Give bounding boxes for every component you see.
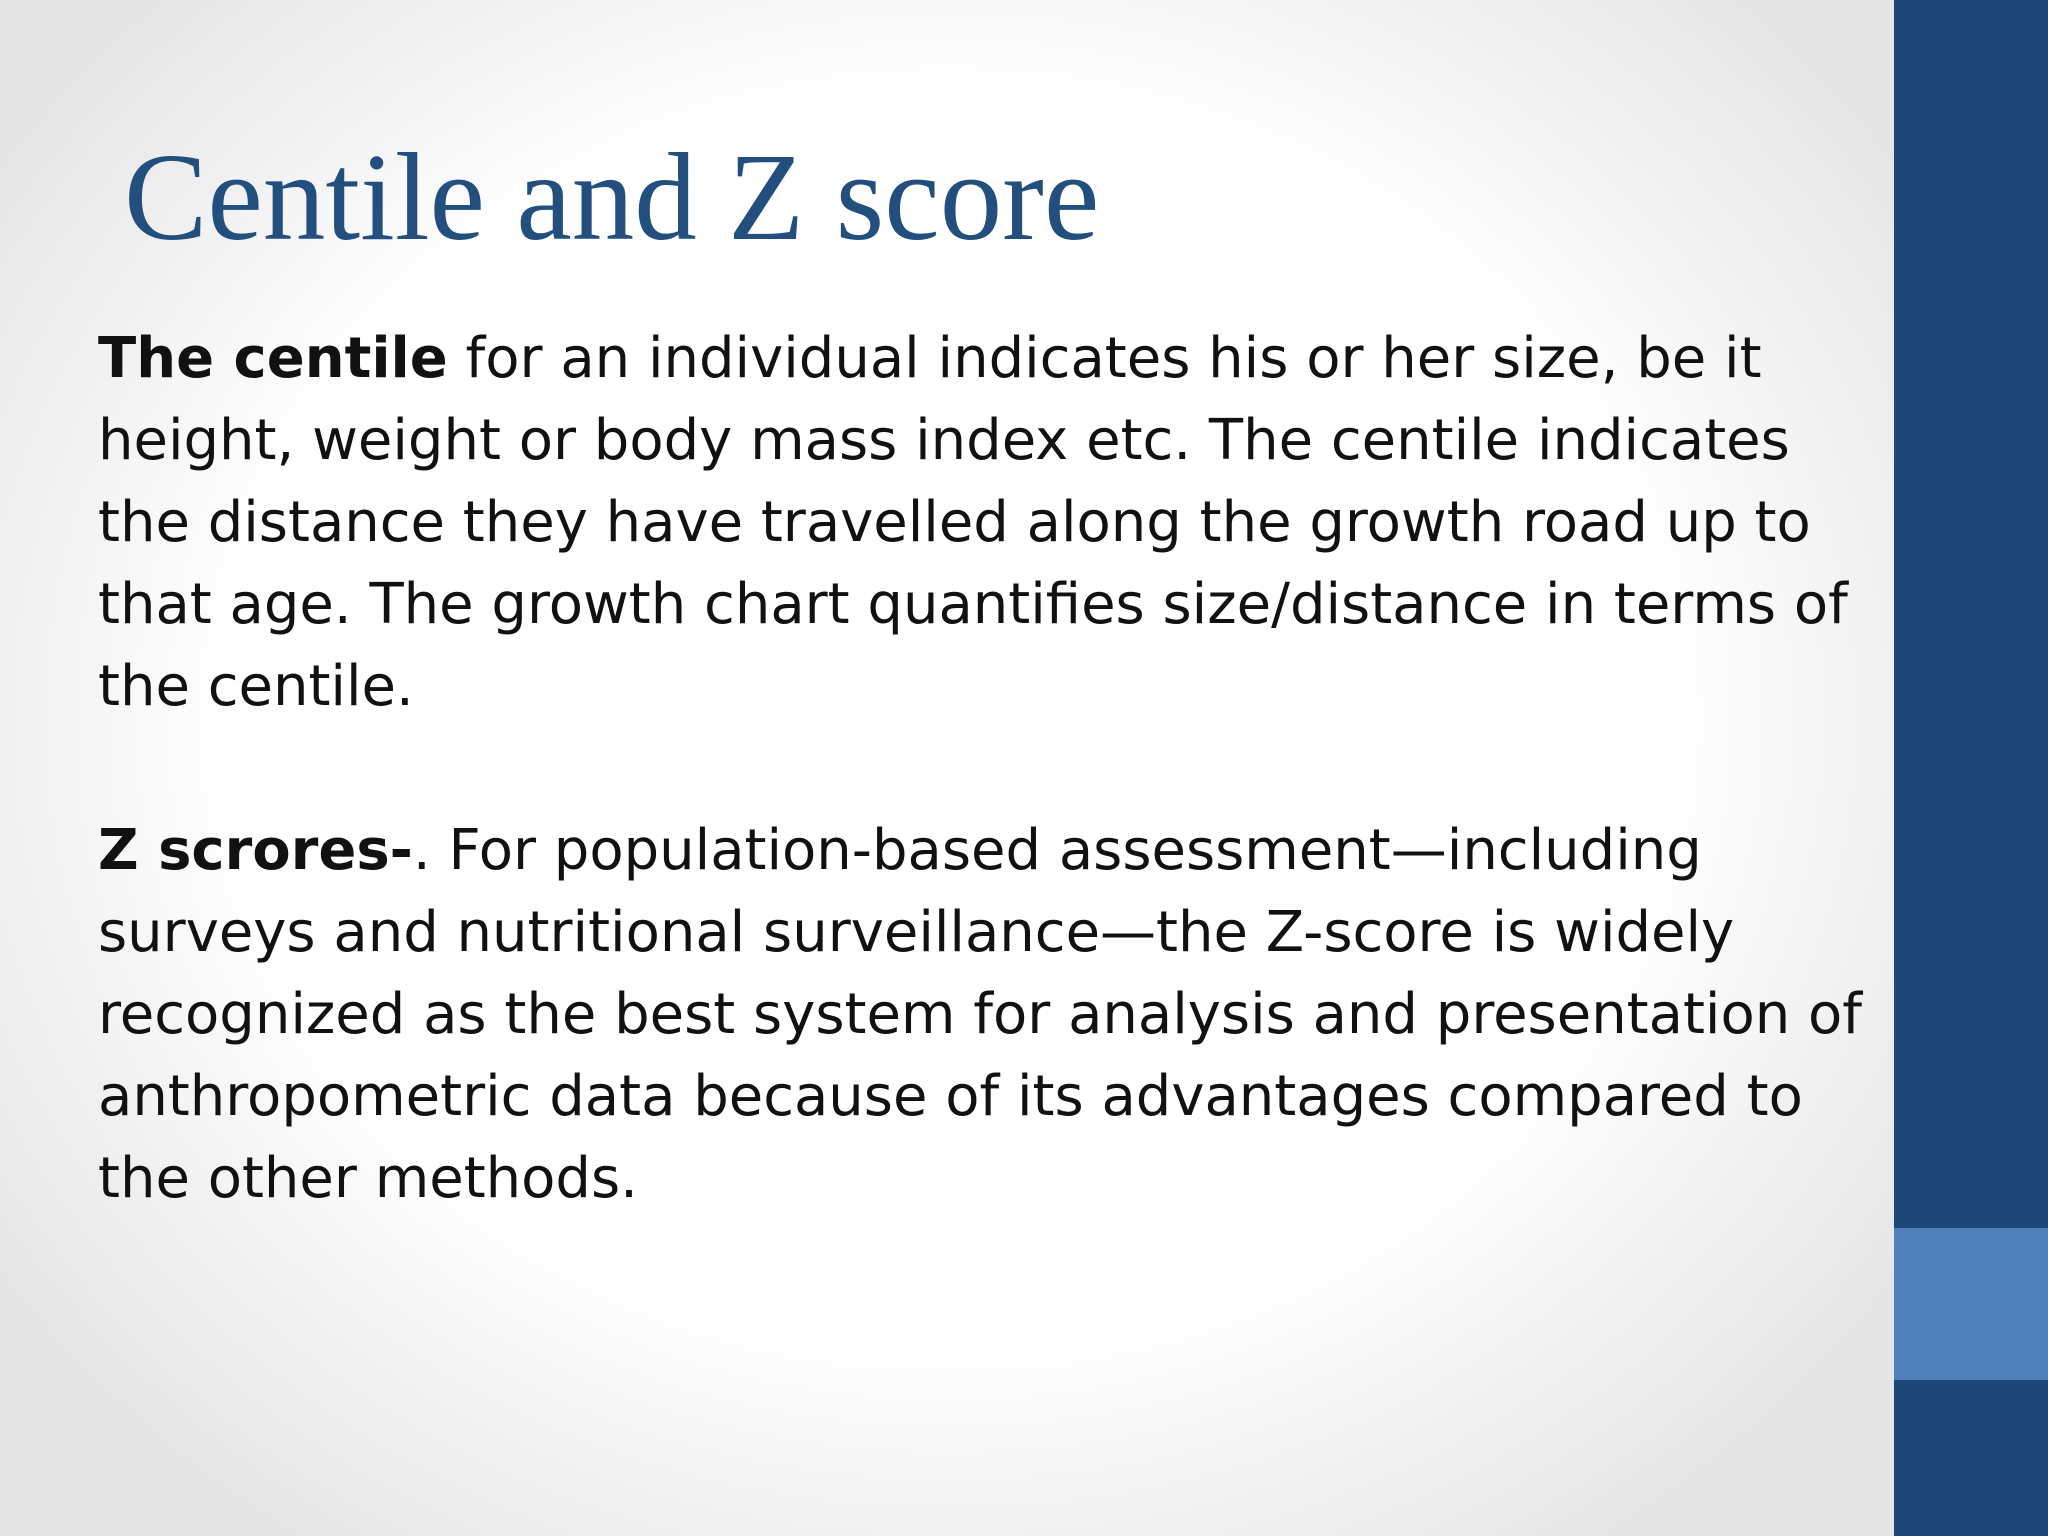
paragraph-lead-z-score: Z scrores- <box>98 818 413 883</box>
side-bar-accent-block <box>1894 1228 2048 1380</box>
paragraph-text-centile: for an individual indicates his or her size, be it height, weight or body mass index etc. The centile indicates the distance they have travelled along the growth road up to that age. The growth chart quantifies size/distance in terms of the centile. <box>98 326 1848 719</box>
paragraph-lead-centile: The centile <box>98 326 448 391</box>
slide-title: Centile and Z score <box>124 129 1100 267</box>
paragraph-text-z-score: . For population-based assessment—including surveys and nutritional surveillance—the Z-score is widely recognized as the best system for analysis and presentation of anthropometric data because of its advantages compared to the other methods. <box>98 818 1862 1211</box>
paragraph-z-score <box>98 810 1888 1220</box>
paragraph-centile <box>98 318 1888 728</box>
slide-body <box>98 318 1888 1220</box>
